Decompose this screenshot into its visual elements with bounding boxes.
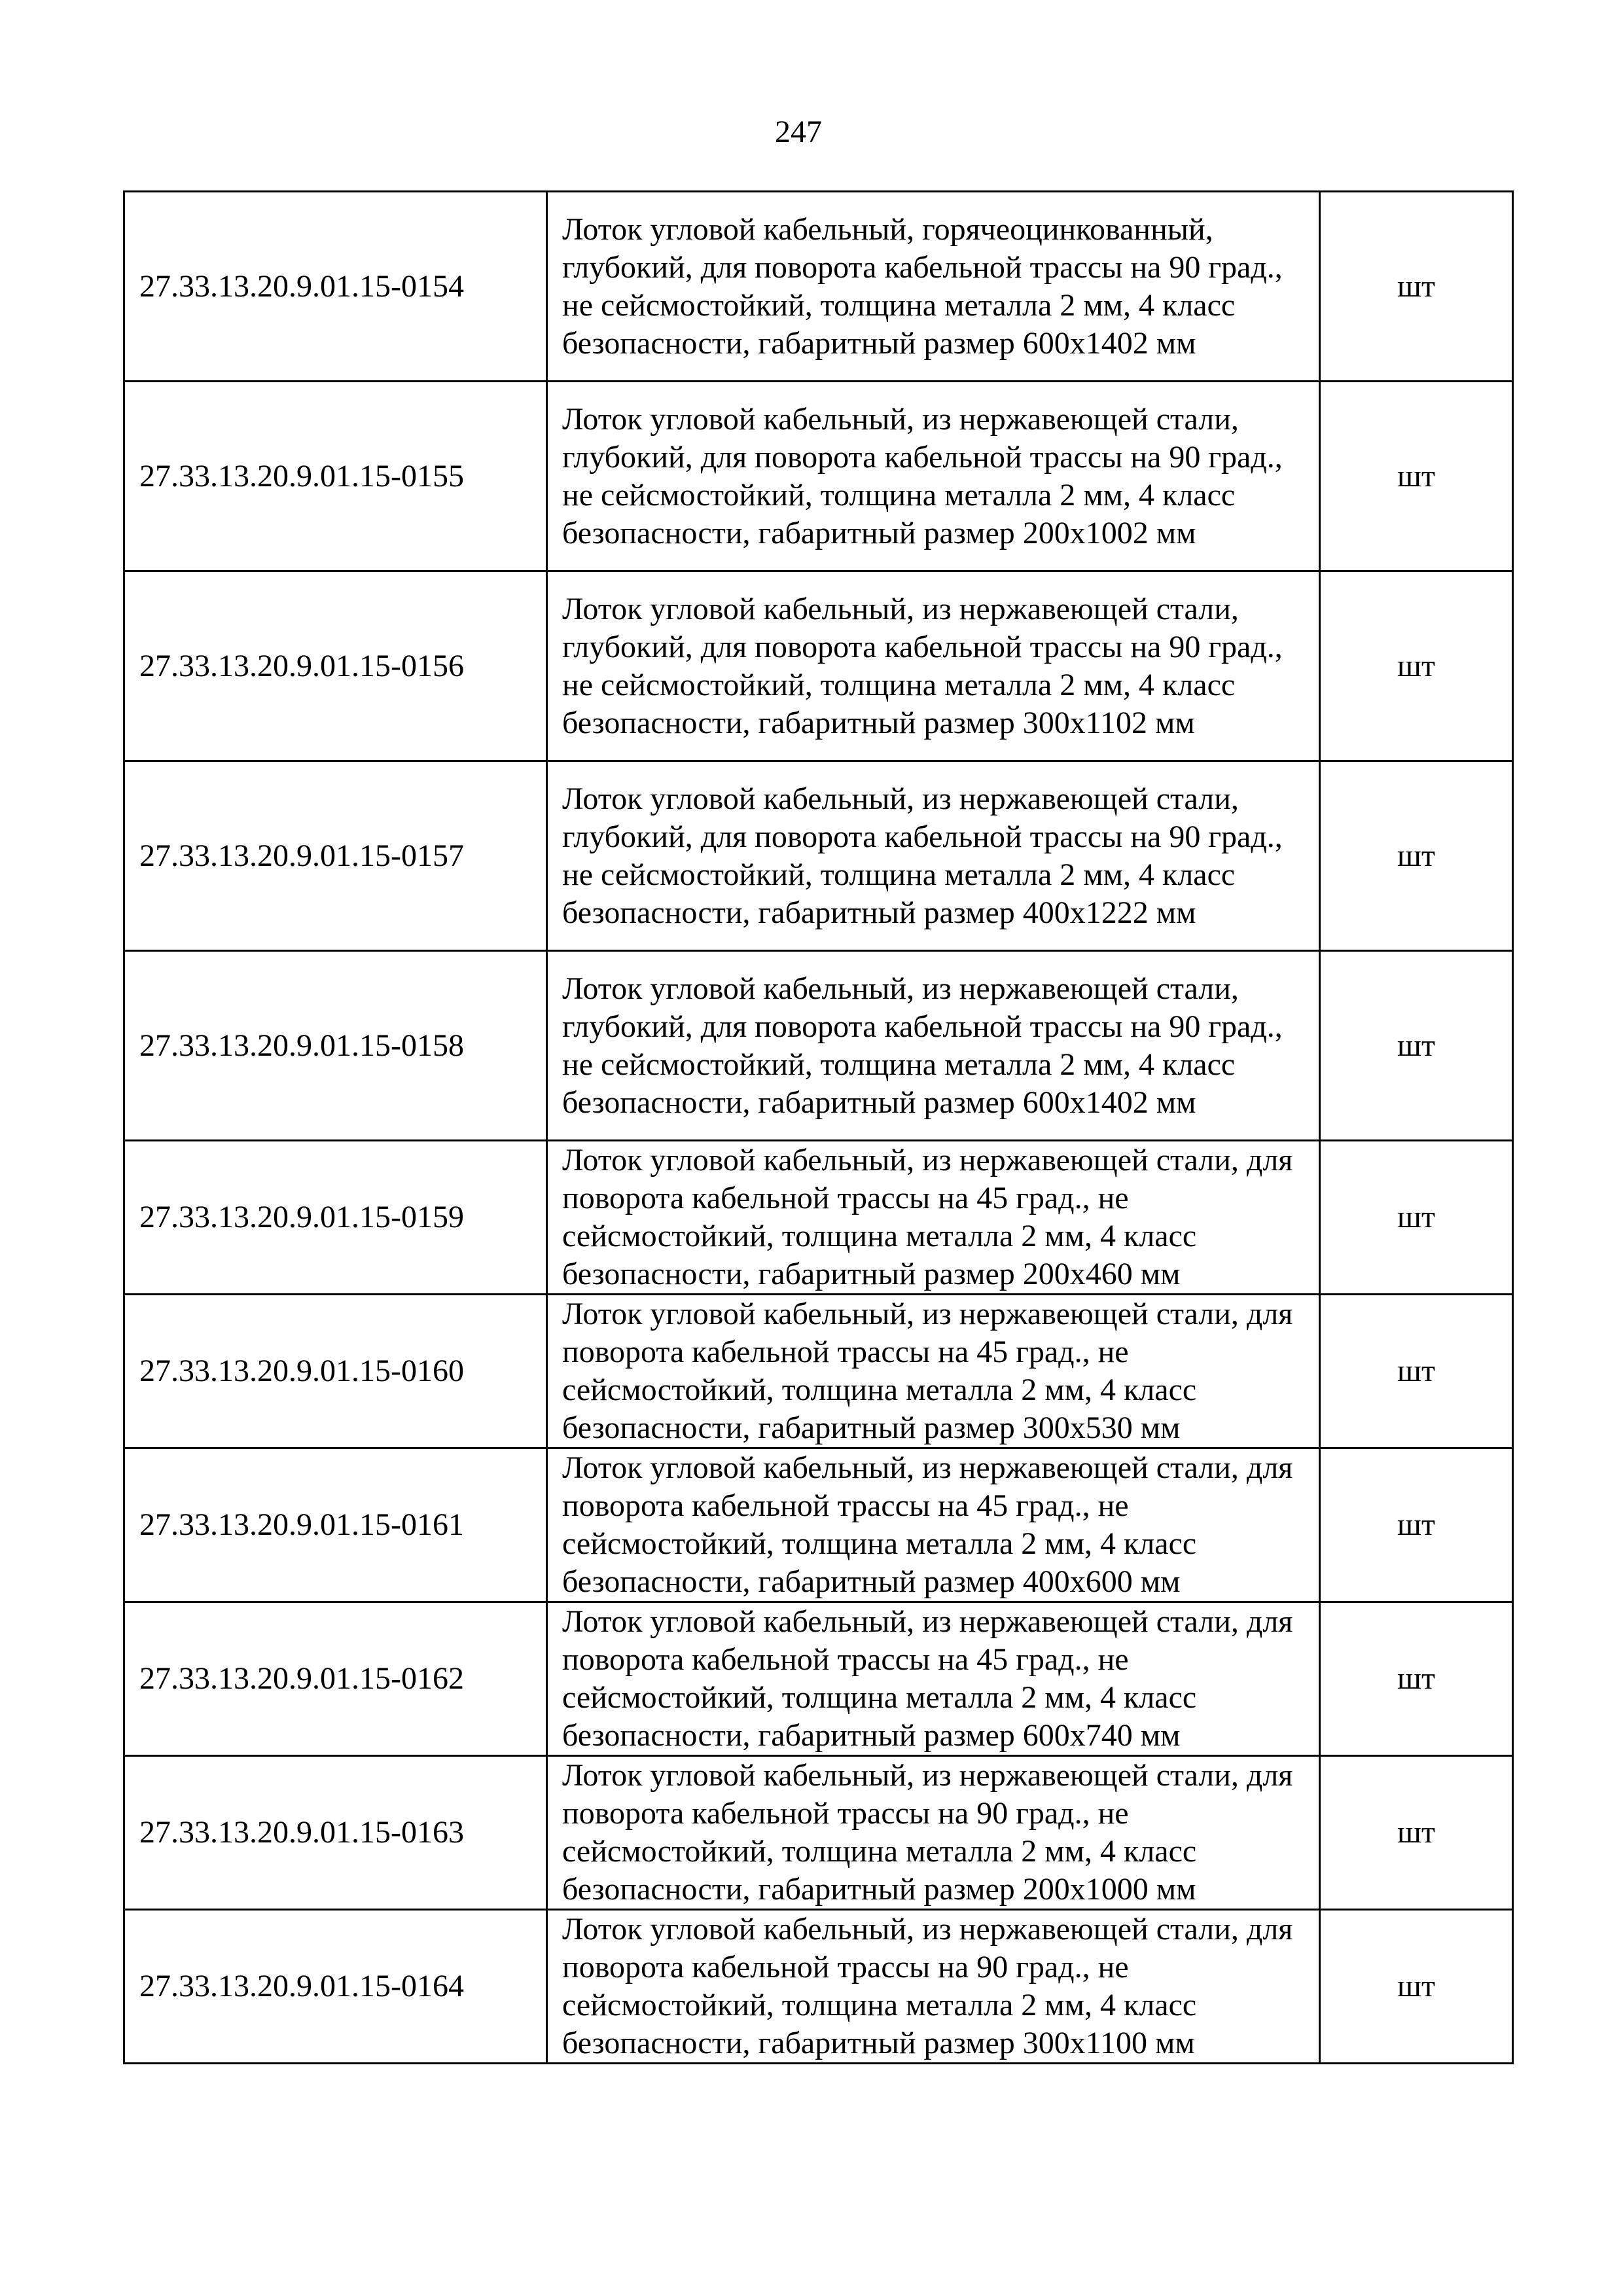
row-unit: шт [1320, 1602, 1513, 1756]
row-code: 27.33.13.20.9.01.15-0163 [124, 1756, 547, 1910]
table-row [124, 192, 1513, 382]
row-description: Лоток угловой кабельный, из нержавеющей стали, глубокий, для поворота кабельной трассы на 90 град., не сейсмостойкий, толщина металла 2 мм, 4 класс безопасности, габаритный размер 300х1102 мм [547, 571, 1320, 761]
row-unit: шт [1320, 192, 1513, 382]
row-description: Лоток угловой кабельный, из нержавеющей стали, глубокий, для поворота кабельной трассы на 90 град., не сейсмостойкий, толщина металла 2 мм, 4 класс безопасности, габаритный размер 600х1402 мм [547, 951, 1320, 1141]
row-description: Лоток угловой кабельный, из нержавеющей стали, для поворота кабельной трассы на 45 град., не сейсмостойкий, толщина металла 2 мм, 4 класс безопасности, габаритный размер 400х600 мм [547, 1448, 1320, 1602]
row-code: 27.33.13.20.9.01.15-0160 [124, 1295, 547, 1448]
table-row [124, 951, 1513, 1141]
table-row [124, 1448, 1513, 1602]
row-code: 27.33.13.20.9.01.15-0158 [124, 951, 547, 1141]
row-code: 27.33.13.20.9.01.15-0155 [124, 382, 547, 571]
row-code: 27.33.13.20.9.01.15-0161 [124, 1448, 547, 1602]
row-description: Лоток угловой кабельный, из нержавеющей стали, для поворота кабельной трассы на 45 град., не сейсмостойкий, толщина металла 2 мм, 4 класс безопасности, габаритный размер 600х740 мм [547, 1602, 1320, 1756]
row-unit: шт [1320, 1448, 1513, 1602]
row-code: 27.33.13.20.9.01.15-0157 [124, 761, 547, 951]
row-unit: шт [1320, 571, 1513, 761]
row-code: 27.33.13.20.9.01.15-0164 [124, 1910, 547, 2064]
page-number: 247 [775, 115, 822, 149]
row-unit: шт [1320, 1756, 1513, 1910]
table-row [124, 382, 1513, 571]
row-description: Лоток угловой кабельный, из нержавеющей стали, для поворота кабельной трассы на 45 град., не сейсмостойкий, толщина металла 2 мм, 4 класс безопасности, габаритный размер 300х530 мм [547, 1295, 1320, 1448]
row-unit: шт [1320, 382, 1513, 571]
row-description: Лоток угловой кабельный, из нержавеющей стали, для поворота кабельной трассы на 45 град., не сейсмостойкий, толщина металла 2 мм, 4 класс безопасности, габаритный размер 200х460 мм [547, 1141, 1320, 1295]
row-description: Лоток угловой кабельный, горячеоцинкованный, глубокий, для поворота кабельной трассы на 90 град., не сейсмостойкий, толщина металла 2 мм, 4 класс безопасности, габаритный размер 600х1402 мм [547, 192, 1320, 382]
specification-table [123, 190, 1514, 2064]
table-row [124, 761, 1513, 951]
table-row [124, 1141, 1513, 1295]
row-code: 27.33.13.20.9.01.15-0154 [124, 192, 547, 382]
row-description: Лоток угловой кабельный, из нержавеющей стали, глубокий, для поворота кабельной трассы на 90 град., не сейсмостойкий, толщина металла 2 мм, 4 класс безопасности, габаритный размер 200х1002 мм [547, 382, 1320, 571]
row-description: Лоток угловой кабельный, из нержавеющей стали, для поворота кабельной трассы на 90 град., не сейсмостойкий, толщина металла 2 мм, 4 класс безопасности, габаритный размер 300х1100 мм [547, 1910, 1320, 2064]
table-row [124, 1295, 1513, 1448]
row-description: Лоток угловой кабельный, из нержавеющей стали, для поворота кабельной трассы на 90 град., не сейсмостойкий, толщина металла 2 мм, 4 класс безопасности, габаритный размер 200х1000 мм [547, 1756, 1320, 1910]
table-row [124, 1756, 1513, 1910]
row-unit: шт [1320, 951, 1513, 1141]
row-unit: шт [1320, 1141, 1513, 1295]
row-code: 27.33.13.20.9.01.15-0159 [124, 1141, 547, 1295]
table-row [124, 1602, 1513, 1756]
table-row [124, 571, 1513, 761]
row-unit: шт [1320, 761, 1513, 951]
row-code: 27.33.13.20.9.01.15-0162 [124, 1602, 547, 1756]
row-unit: шт [1320, 1295, 1513, 1448]
table-row [124, 1910, 1513, 2064]
row-code: 27.33.13.20.9.01.15-0156 [124, 571, 547, 761]
row-description: Лоток угловой кабельный, из нержавеющей стали, глубокий, для поворота кабельной трассы на 90 град., не сейсмостойкий, толщина металла 2 мм, 4 класс безопасности, габаритный размер 400х1222 мм [547, 761, 1320, 951]
row-unit: шт [1320, 1910, 1513, 2064]
